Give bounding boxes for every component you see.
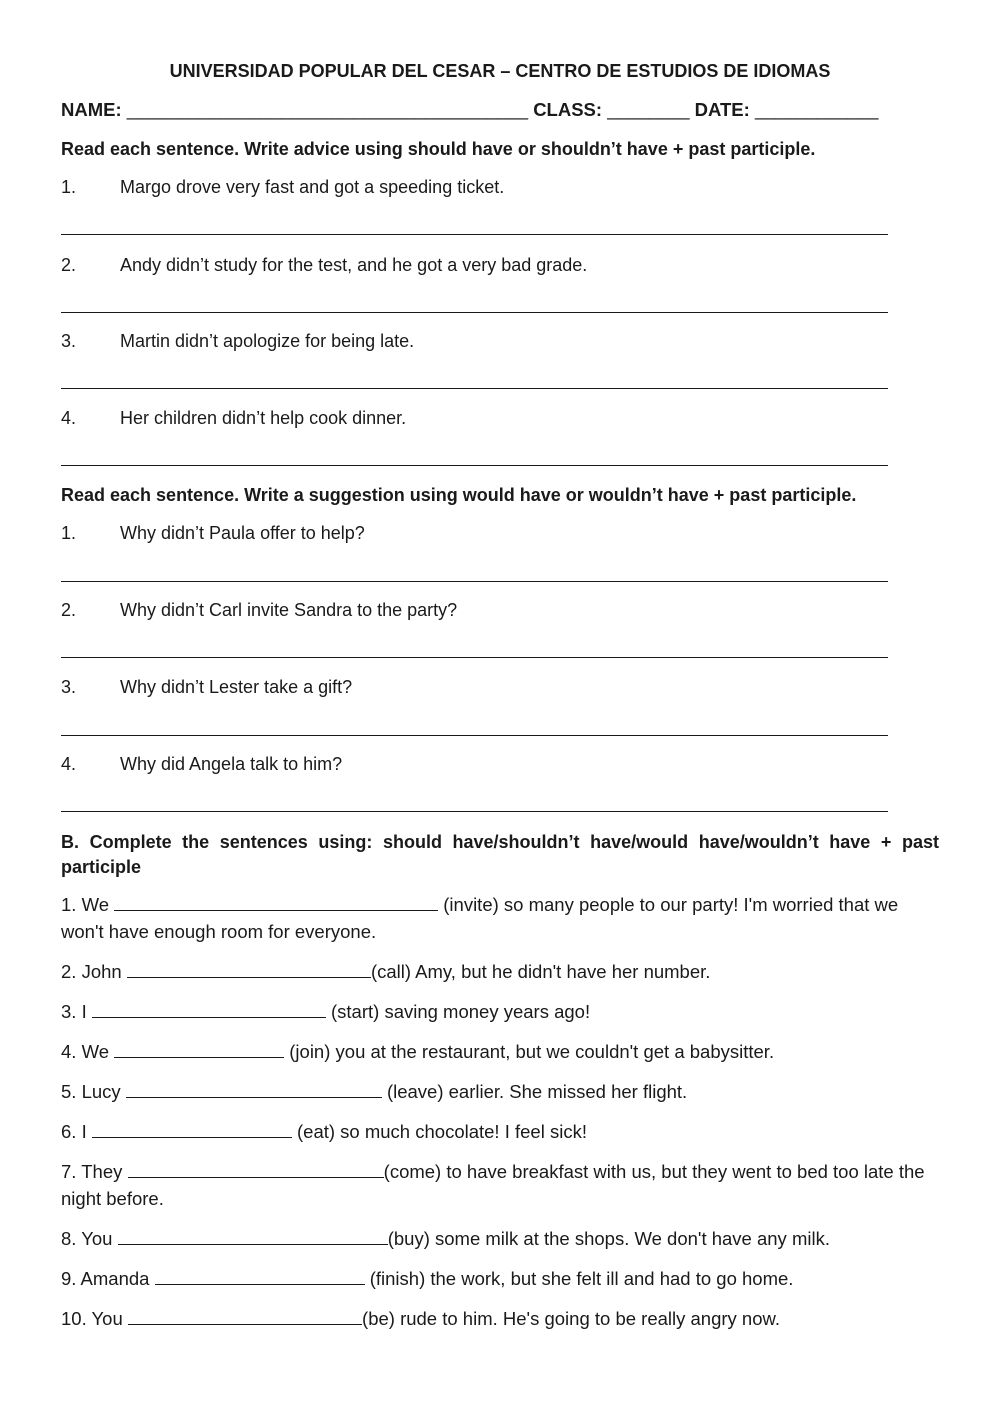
item-rest: (call) Amy, but he didn't have her number. (370, 961, 711, 982)
item-lead: 6. I (61, 1121, 87, 1142)
answer-blank[interactable] (92, 1001, 326, 1018)
section2-answer-line-3[interactable] (61, 735, 888, 736)
name-field[interactable]: _______________________________________ (126, 99, 529, 120)
sectionB-item-4 (61, 1038, 941, 1065)
date-field[interactable]: ____________ (754, 99, 879, 120)
sectionB-item-1 (61, 891, 941, 945)
section2-answer-line-1[interactable] (61, 581, 888, 582)
page-title: UNIVERSIDAD POPULAR DEL CESAR – CENTRO DE ESTUDIOS DE IDIOMAS (169, 61, 831, 81)
item-rest: (finish) the work, but she felt ill and had to go home. (369, 1268, 794, 1289)
section2-question-2 (61, 600, 457, 621)
item-rest: (join) you at the restaurant, but we couldn't get a babysitter. (289, 1041, 775, 1062)
question-number: 4. (61, 408, 77, 428)
question-number: 2. (61, 255, 77, 275)
section1-answer-line-3[interactable] (61, 388, 888, 389)
item-lead: 4. We (61, 1041, 109, 1062)
date-label: DATE: (694, 99, 750, 120)
item-lead: 9. Amanda (61, 1268, 150, 1289)
item-rest: (start) saving money years ago! (331, 1001, 591, 1022)
section2-question-3 (61, 677, 352, 698)
sectionB-item-7 (61, 1158, 941, 1212)
answer-blank[interactable] (114, 894, 438, 911)
section2-answer-line-2[interactable] (61, 657, 888, 658)
section1-question-2 (61, 255, 587, 276)
question-number: 1. (61, 177, 77, 197)
section1-instruction: Read each sentence. Write advice using should have or shouldn’t have + past participle. (61, 139, 816, 159)
item-rest: (be) rude to him. He's going to be really angry now. (362, 1308, 780, 1329)
question-text: Why didn’t Carl invite Sandra to the party? (120, 600, 458, 620)
item-lead: 3. I (61, 1001, 87, 1022)
question-text: Martin didn’t apologize for being late. (120, 331, 415, 351)
answer-blank[interactable] (127, 961, 371, 978)
section1-question-1 (61, 177, 504, 198)
section1-question-3 (61, 331, 414, 352)
question-text: Andy didn’t study for the test, and he got a very bad grade. (120, 255, 588, 275)
answer-blank[interactable] (128, 1161, 384, 1178)
question-text: Why did Angela talk to him? (120, 754, 343, 774)
question-number: 3. (61, 331, 77, 351)
item-lead: 5. Lucy (61, 1081, 121, 1102)
item-rest: (eat) so much chocolate! I feel sick! (297, 1121, 587, 1142)
item-rest: (invite) so many people to our party! I'm worried that we won't have enough room for everyone. (61, 894, 899, 942)
sectionB-item-9 (61, 1265, 941, 1292)
item-lead: 10. You (61, 1308, 123, 1329)
question-text: Her children didn’t help cook dinner. (120, 408, 407, 428)
section1-question-4 (61, 408, 406, 429)
sectionB-item-10 (61, 1305, 941, 1332)
answer-blank[interactable] (155, 1268, 365, 1285)
item-rest: (come) to have breakfast with us, but they went to bed too late the night before. (61, 1161, 925, 1209)
section2-question-1 (61, 523, 365, 544)
answer-blank[interactable] (126, 1081, 382, 1098)
class-label: CLASS: (533, 99, 603, 120)
answer-blank[interactable] (92, 1121, 292, 1138)
section2-question-4 (61, 754, 342, 775)
answer-blank[interactable] (118, 1228, 388, 1245)
sectionB-instruction: B. Complete the sentences using: should have/shouldn’t have/would have/wouldn’t have + past participle (61, 832, 939, 877)
section2-instruction: Read each sentence. Write a suggestion using would have or wouldn’t have + past participle. (61, 485, 857, 505)
item-lead: 7. They (61, 1161, 123, 1182)
item-lead: 8. You (61, 1228, 113, 1249)
question-text: Why didn’t Lester take a gift? (120, 677, 353, 697)
sectionB-item-8 (61, 1225, 941, 1252)
sectionB-item-6 (61, 1118, 941, 1145)
item-lead: 2. John (61, 961, 122, 982)
question-text: Why didn’t Paula offer to help? (120, 523, 365, 543)
item-rest: (leave) earlier. She missed her flight. (386, 1081, 688, 1102)
sectionB-item-2 (61, 958, 941, 985)
question-number: 1. (61, 523, 77, 543)
sectionB-item-3 (61, 998, 941, 1025)
question-number: 3. (61, 677, 77, 697)
question-number: 4. (61, 754, 77, 774)
answer-blank[interactable] (128, 1308, 362, 1325)
sectionB-item-5 (61, 1078, 941, 1105)
section1-answer-line-2[interactable] (61, 312, 888, 313)
item-lead: 1. We (61, 894, 109, 915)
student-info-row (61, 99, 878, 121)
class-field[interactable]: ________ (607, 99, 690, 120)
section1-answer-line-4[interactable] (61, 465, 888, 466)
answer-blank[interactable] (114, 1041, 284, 1058)
item-rest: (buy) some milk at the shops. We don't have any milk. (387, 1228, 830, 1249)
name-label: NAME: (61, 99, 122, 120)
question-text: Margo drove very fast and got a speeding ticket. (120, 177, 505, 197)
question-number: 2. (61, 600, 77, 620)
section2-answer-line-4[interactable] (61, 811, 888, 812)
section1-answer-line-1[interactable] (61, 234, 888, 235)
